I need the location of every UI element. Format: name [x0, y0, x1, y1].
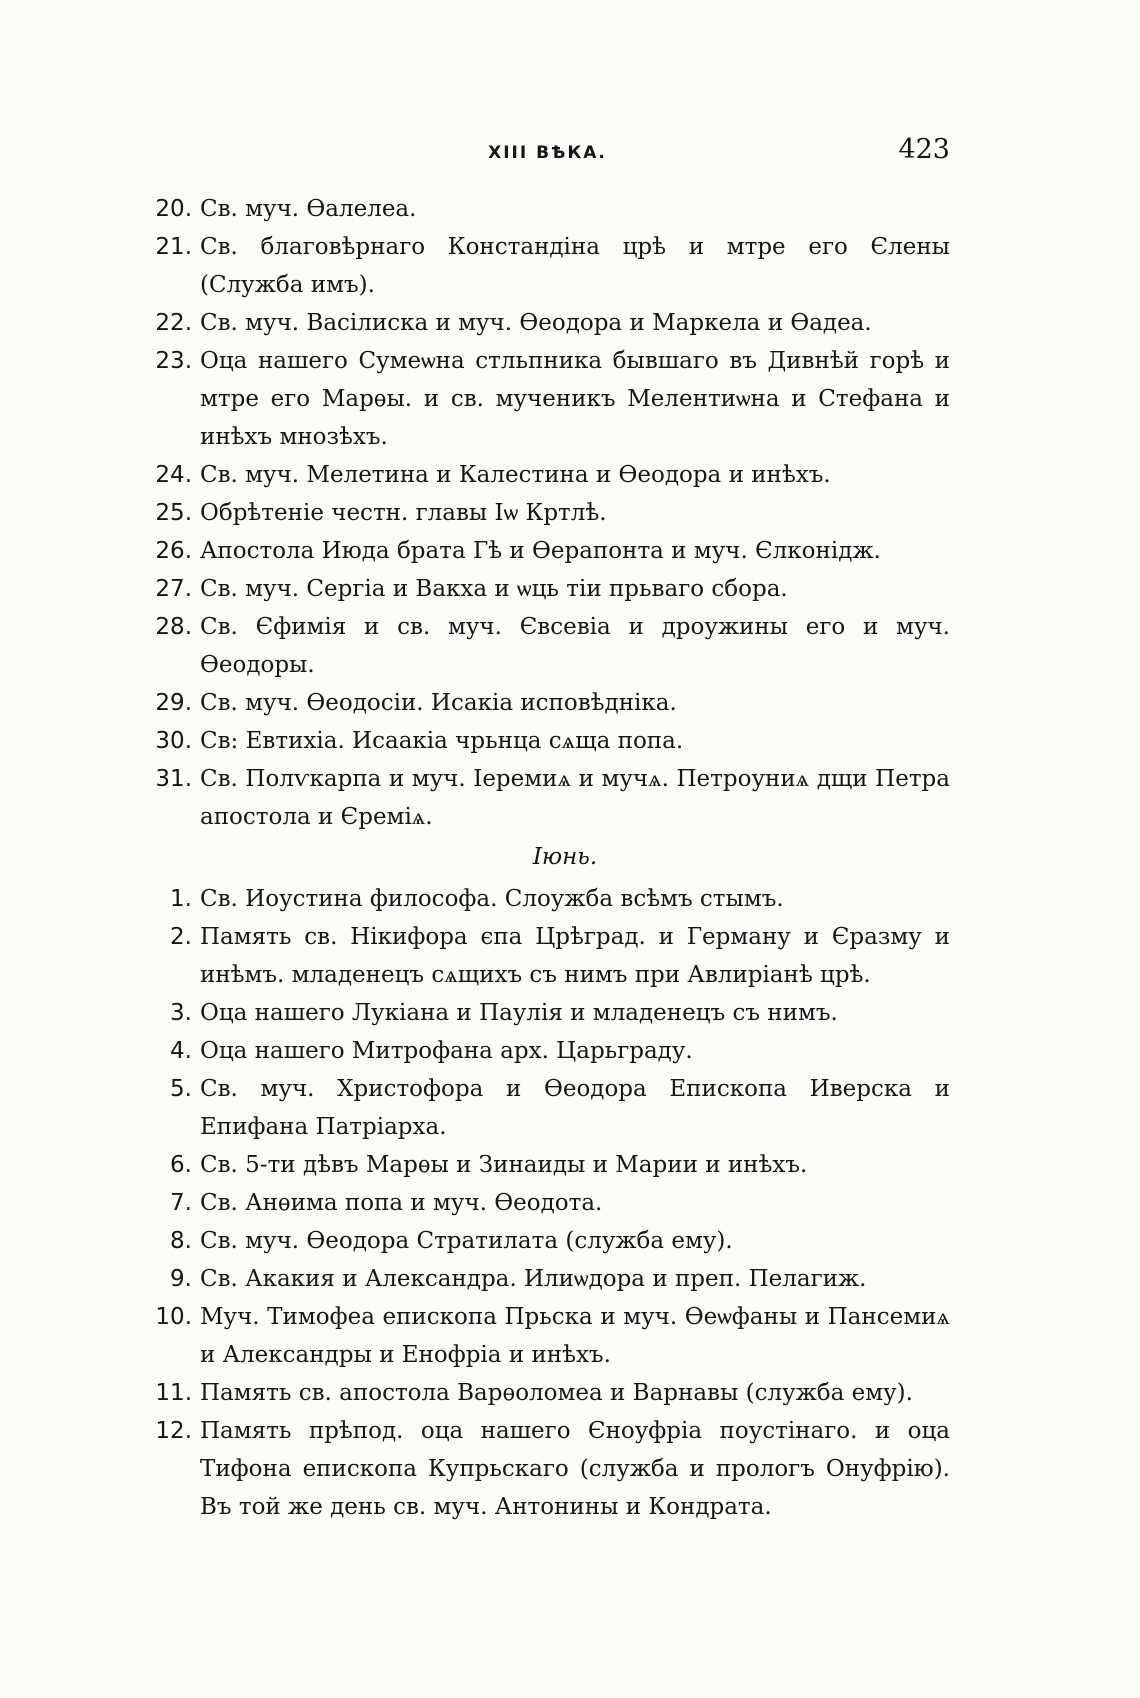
entry-text: Св. муч. Васілиска и муч. Ѳеодора и Маркела и Ѳадеа. [200, 310, 872, 336]
entry-text: Св. Акакия и Александра. Илиѡдора и преп. Пелагиж. [200, 1266, 867, 1292]
may-entries [140, 190, 950, 836]
entry-text: Св. муч. Сергіа и Вакха и ѡць тіи прьваго сбора. [200, 576, 788, 602]
list-item [140, 1222, 950, 1260]
entry-number: 28. [155, 614, 192, 640]
june-entries [140, 880, 950, 1526]
entry-text: Св. благовѣрнаго Констандіна црѣ и мтре его Єлены (Служба имъ). [200, 234, 950, 298]
entry-number: 22. [155, 310, 192, 336]
entry-text: Св. муч. Ѳеодосіи. Исакіа исповѣдніка. [200, 690, 677, 716]
entry-number: 27. [155, 576, 192, 602]
entry-text: Оца нашего Лукіана и Паулія и младенецъ съ нимъ. [200, 1000, 838, 1026]
entry-number: 21. [155, 234, 192, 260]
entry-number: 8. [170, 1228, 192, 1254]
entry-text: Св. Єфимія и св. муч. Євсевіа и дроужины его и муч. Ѳеодоры. [200, 614, 950, 678]
entry-number: 9. [170, 1266, 192, 1292]
entry-text: Обрѣтеніе честн. главы Іѡ Кртлѣ. [200, 500, 607, 526]
entry-number: 5. [170, 1076, 192, 1102]
entry-number: 23. [155, 348, 192, 374]
entry-text: Память прѣпод. оца нашего Єноуфріа поустінаго. и оца Тифона епископа Купрьскаго (служба и прологъ Онуфрію). Въ той же день св. муч. Антонины и Кондрата. [200, 1418, 950, 1520]
calendar-list [140, 190, 950, 1526]
list-item [140, 1146, 950, 1184]
entry-number: 4. [170, 1038, 192, 1064]
entry-text: Св. Анѳима попа и муч. Ѳеодота. [200, 1190, 603, 1216]
section-title-june: Іюнь. [532, 844, 598, 870]
entry-number: 29. [155, 690, 192, 716]
list-item [140, 1184, 950, 1222]
entry-number: 30. [155, 728, 192, 754]
list-item [140, 918, 950, 994]
list-item [140, 760, 950, 836]
list-item [140, 342, 950, 456]
entry-text: Муч. Тимофеа епископа Прьска и муч. Ѳеѡфаны и Пансемиѧ и Александры и Енофріа и инѣхъ. [200, 1304, 950, 1368]
list-item [140, 880, 950, 918]
list-item [140, 494, 950, 532]
entry-number: 3. [170, 1000, 192, 1026]
entry-number: 12. [155, 1418, 192, 1444]
entry-number: 24. [155, 462, 192, 488]
entry-text: Апостола Июда брата Гѣ и Ѳерапонта и муч. Єлконідж. [200, 538, 881, 564]
entry-text: Оца нашего Митрофана арх. Царьграду. [200, 1038, 693, 1064]
list-item [140, 190, 950, 228]
entry-text: Св. муч. Ѳалелеа. [200, 196, 417, 222]
entry-text: Св. муч. Христофора и Ѳеодора Епископа Иверска и Епифана Патріарха. [200, 1076, 950, 1140]
entry-text: Память св. Нікифора єпа Црѣград. и Герману и Єразму и инѣмъ. младенецъ сѧщихъ съ нимъ при Авлиріанѣ црѣ. [200, 924, 950, 988]
list-item [140, 994, 950, 1032]
list-item [140, 1412, 950, 1526]
entry-text: Св. Иоустина философа. Слоужба всѣмъ стымъ. [200, 886, 784, 912]
entry-number: 25. [155, 500, 192, 526]
page-header [145, 134, 950, 174]
entry-number: 26. [155, 538, 192, 564]
entry-text: Св. Полѵкарпа и муч. Іеремиѧ и мучѧ. Петроуниѧ дщи Петра апостола и Єреміѧ. [200, 766, 950, 830]
entry-text: Св. муч. Мелетина и Калестина и Ѳеодора и инѣхъ. [200, 462, 831, 488]
list-item [140, 1260, 950, 1298]
entry-text: Оца нашего Сумеѡна стльпника бывшаго въ Дивнѣй горѣ и мтре его Марѳы. и св. мученикъ Мелентиѡна и Стефана и инѣхъ мнозѣхъ. [200, 348, 950, 450]
entry-number: 20. [155, 196, 192, 222]
entry-number: 31. [155, 766, 192, 792]
entry-number: 1. [170, 886, 192, 912]
running-head: XIII ВѢКА. [488, 143, 607, 163]
list-item [140, 228, 950, 304]
entry-text: Св: Евтихіа. Исаакіа чрьнца сѧща попа. [200, 728, 684, 754]
entry-text: Память св. апостола Варѳоломеа и Варнавы (служба ему). [200, 1380, 913, 1406]
list-item [140, 608, 950, 684]
entry-text: Св. муч. Ѳеодора Стратилата (служба ему). [200, 1228, 733, 1254]
list-item [140, 1374, 950, 1412]
list-item [140, 684, 950, 722]
entry-number: 7. [170, 1190, 192, 1216]
entry-number: 2. [170, 924, 192, 950]
entry-number: 6. [170, 1152, 192, 1178]
list-item [140, 304, 950, 342]
list-item [140, 1032, 950, 1070]
list-item [140, 532, 950, 570]
list-item [140, 1070, 950, 1146]
page-number: 423 [898, 134, 950, 165]
list-item [140, 570, 950, 608]
list-item [140, 722, 950, 760]
entry-number: 11. [155, 1380, 192, 1406]
list-item [140, 1298, 950, 1374]
list-item [140, 456, 950, 494]
entry-text: Св. 5-ти дѣвъ Марѳы и Зинаиды и Марии и инѣхъ. [200, 1152, 808, 1178]
entry-number: 10. [155, 1304, 192, 1330]
